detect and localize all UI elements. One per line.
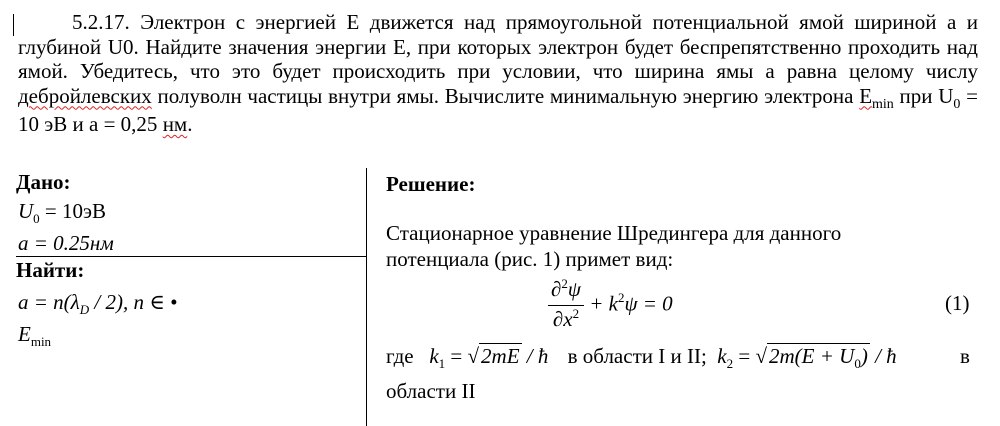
- equation-number: (1): [945, 291, 970, 315]
- problem-statement: [18, 10, 978, 137]
- k1-sqrt: 2mE: [481, 344, 520, 368]
- k2-region-start: в: [960, 344, 970, 368]
- eq-partial-num: ∂: [551, 277, 562, 301]
- k1-sub: 1: [438, 356, 446, 371]
- problem-text: 5.2.17. Электрон с энергией E движется над прямоугольной потенциальной ямой шириной a и глубиной U0. Найдите значения энергии E, при которых электрон будет беспрепятственно проходить над ямой. Убедитесь, что это будет происходить при условии, что ширина ямы a равна целому числу: [18, 10, 978, 83]
- eq-rest-sup: 2: [617, 290, 625, 306]
- problem-text-4: = 10 эВ и a = 0,25: [18, 83, 978, 136]
- eq-psi: ψ: [567, 277, 581, 301]
- column-divider: [366, 168, 367, 426]
- k2-sqrt: [767, 343, 870, 371]
- k1-symbol: k: [429, 344, 439, 368]
- k2-sub: 2: [726, 356, 734, 371]
- k2-tail: / ħ: [869, 344, 897, 368]
- solution-line-1: Стационарное уравнение Шредингера для данного: [386, 221, 842, 245]
- k2-sqrt-a: 2m(E + U: [769, 344, 855, 368]
- spellcheck-word[interactable]: дебройлевских: [18, 83, 152, 108]
- eq-tail: ψ = 0: [624, 291, 673, 316]
- solution-heading: Решение:: [386, 172, 476, 196]
- find-emin-base: E: [18, 322, 31, 346]
- eq-rest: + k: [583, 291, 618, 316]
- where-line: [386, 344, 897, 369]
- k2-symbol: k: [717, 344, 727, 368]
- emin-sub: min: [872, 96, 894, 112]
- solution-line-2: потенциала (рис. 1) примет вид:: [386, 247, 674, 271]
- find-emin: [18, 322, 51, 347]
- u0-sub: 0: [953, 96, 961, 112]
- lambda-sub: D: [79, 302, 90, 317]
- k1-region: в области I и II;: [567, 344, 707, 368]
- k2-sqrt-b: ): [860, 344, 868, 368]
- eq-den: ∂x: [552, 307, 573, 331]
- where-word: где: [386, 344, 414, 368]
- problem-end: .: [187, 112, 193, 136]
- k1-eq: =: [445, 344, 468, 368]
- condition-lambda: (λ: [63, 290, 80, 314]
- eq-num-sup: 2: [561, 276, 568, 291]
- find-condition: [18, 290, 177, 315]
- k2-eq: =: [733, 344, 756, 368]
- given-heading: Дано:: [16, 170, 71, 194]
- eq-den-sup: 2: [572, 306, 580, 321]
- unit-nm[interactable]: нм: [162, 112, 188, 136]
- equation-fraction: [548, 276, 584, 335]
- k2-formula: $k_2 = √2m(E + U_0)$ / ħ: [717, 344, 897, 371]
- find-emin-sub: min: [30, 334, 52, 349]
- find-heading: Найти:: [16, 258, 85, 282]
- condition-a: a = n: [18, 290, 64, 314]
- u0-value: = 10эВ: [39, 199, 107, 223]
- k1-tail: / ħ: [521, 344, 549, 368]
- given-u0: [18, 199, 106, 224]
- emin-term[interactable]: [859, 83, 894, 112]
- k2-sqrt-sub: 0: [854, 356, 861, 371]
- schrodinger-equation: [548, 276, 673, 335]
- condition-rest: / 2), n ∈ •: [89, 290, 178, 314]
- problem-text-2: полуволн частицы внутри ямы. Вычислите минимальную энергию электрона: [151, 83, 860, 108]
- u0-symbol: U: [18, 199, 34, 223]
- text-cursor: [13, 14, 14, 36]
- problem-text-3: при U: [893, 83, 954, 108]
- given-a: a = 0.25нм: [18, 231, 114, 255]
- u0-subscript: 0: [33, 211, 40, 226]
- k1-formula: $k_1 = √2mE$ / ħ: [429, 344, 549, 371]
- solution-last-line: области II: [386, 379, 476, 403]
- emin-base: E: [859, 83, 873, 108]
- given-divider: [16, 256, 367, 257]
